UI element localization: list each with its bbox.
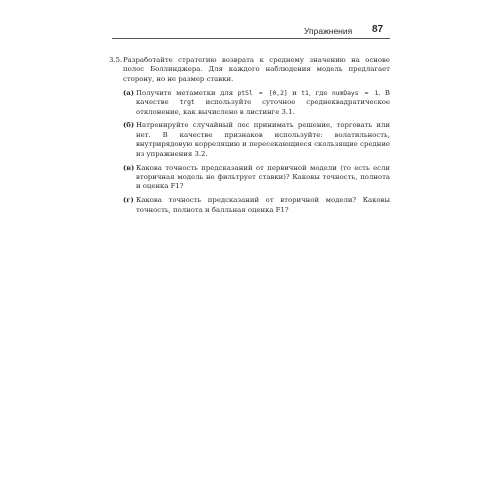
exercise-number: 3.5. [109, 56, 123, 64]
item-text: и [287, 88, 302, 97]
exercise-item-b [123, 121, 390, 159]
header-rule [112, 38, 390, 39]
item-text: . В качестве [136, 88, 390, 107]
inline-code: t1 [301, 89, 309, 97]
inline-code: numDays = 1 [331, 89, 379, 97]
item-text: Какова точность предсказаний от первичной модели (то есть если вторичная модель не фильтрует ставки)? Каковы точность, полнота и оценка F1? [136, 163, 390, 191]
exercise-item-d [123, 196, 390, 215]
item-label: (г) [123, 196, 134, 205]
exercise-items [123, 89, 390, 215]
item-label: (б) [123, 121, 135, 130]
item-text: Получите метаметки для [136, 88, 238, 97]
item-text: используйте суточное среднеквадратическое отклонение, как вычислено в листинге 3.1. [136, 98, 390, 116]
item-text: , где [308, 88, 332, 97]
exercise-3-5 [109, 56, 390, 215]
exercise-item-c [123, 164, 390, 192]
exercise-item-a [123, 89, 390, 117]
exercise-text: Разработайте стратегию возврата к среднему значению на основе полос Боллинджера. Для каждого наблюдения модель предлагает сторону, но не размер ставки. [123, 56, 390, 83]
item-label: (в) [123, 163, 135, 172]
page-number: 87 [372, 24, 384, 35]
section-title: Упражнения [304, 26, 353, 36]
inline-code: trgt [179, 99, 195, 107]
item-text: Натренируйте случайный лес принимать решение, торговать или нет. В качестве признаков используйте: волатильность, внутрирядовую корреляцию и пересекающиеся скользящие средние из упражнения 3.2. [136, 121, 390, 158]
item-text: Какова точность предсказаний от вторичной модели? Каковы точность, полнота и балльная оценка F1? [136, 196, 390, 214]
inline-code: ptSl = [0,2] [237, 89, 288, 97]
item-label: (а) [123, 88, 134, 97]
page-content [109, 56, 390, 215]
running-header [0, 0, 500, 40]
